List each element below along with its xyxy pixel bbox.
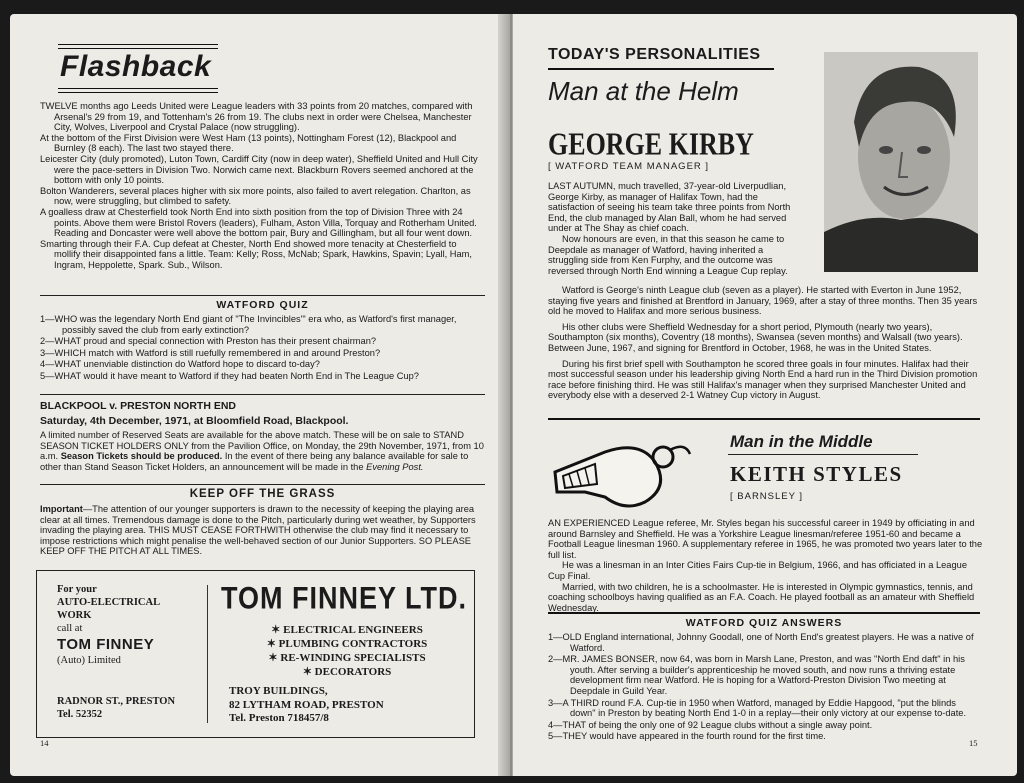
fixture-emphasis: Season Tickets should be produced. (60, 451, 223, 462)
watford-quiz-heading: WATFORD QUIZ (216, 299, 309, 311)
flashback-paragraph: Leicester City (duly promoted), Luton Town, Cardiff City (now in deep water), Sheffield United and Hull City were the pace-setters in Division Two. Norwich came next. Blackburn Rovers seemed anchored at the bottom with only 10 points. (40, 153, 478, 186)
right-page (513, 14, 1017, 776)
helm-paragraph: His other clubs were Sheffield Wednesday for a short period, Plymouth (nearly two years), Southampton (six months), Coventry (18 months), Swansea (seven months) and Walsall (two years). Between June, 1967, and signing for Brentford in October, 1968, he was in the United States. (548, 321, 963, 353)
advert-service: ✶ DECORATORS (302, 666, 392, 678)
helm-title: Man at the Helm (548, 76, 739, 106)
helm-paragraph: LAST AUTUMN, much travelled, 37-year-old Liverpudlian, George Kirby, as manager of Halifax Town, had the satisfaction of seeing his team take three points from North End, the club managed by Alan Ball, whom he had served under at The Shay as chief coach. (548, 181, 791, 234)
advert-divider (207, 585, 208, 723)
flashback-title: Flashback (60, 50, 212, 83)
tom-finney-advert (36, 570, 475, 738)
answers-heading: WATFORD QUIZ ANSWERS (685, 617, 843, 629)
fixture-date: Saturday, 4th December, 1971, at Bloomfield Road, Blackpool. (40, 415, 349, 427)
middle-role: [ BARNSLEY ] (730, 491, 804, 502)
quiz-answer: 2—MR. JAMES BONSER, now 64, was born in Marsh Lane, Preston, and was "North End daft" in his youth. After serving a builder's apprenticeship he moved south, and now runs a thriving estate development firm near Watford. He is hoping for a Watford-Preston Division Two meeting at Deepdale in Guild Year. (548, 654, 965, 696)
section-rule (548, 68, 774, 70)
quiz-answer: 3—A THIRD round F.A. Cup-tie in 1950 when Watford, managed by Eddie Hapgood, "put the blinds down" in Preston by beating North End 1-0 in a replay—their only victory at our expense to-date. (548, 697, 967, 719)
flashback-paragraph: At the bottom of the First Division were West Ham (13 points), Nottingham Forest (12), Blackpool and Burnley (8 each). The last two stayed there. (40, 132, 457, 154)
quiz-question: 1—WHO was the legendary North End giant of "The Invincibles'" era who, as Watford's first manager, possibly saved the club from early extinction? (40, 314, 457, 335)
middle-paragraph: Married, with two children, he is a schoolmaster. He is interested in Olympic gymnastics, tennis, and coaching schoolboys having qualified as an F.A. Coach. He played football as an amateur with Sheffield Wednesday. (548, 581, 975, 613)
advert-right-address (229, 685, 384, 726)
divider (40, 295, 485, 296)
flashback-paragraph: Smarting through their F.A. Cup defeat at Chester, North End showed more tenacity at Chesterfield to mollify their disappointed fans a little. Team: Kelly; Ross, McNab; Spark, Hawkins, Spavin; Lyall, Ham, Ingram, Heppolette, Spark. Sub., Wilson. (40, 238, 473, 270)
quiz-question: 2—WHAT proud and special connection with Preston has their present chairman? (40, 336, 377, 347)
flashback-paragraph: TWELVE months ago Leeds United were League leaders with 33 points from 20 matches, compared with Arsenal's 29 from 19, and Tottenham's 26 from 19. The clubs next in order were Chelsea, Manchester City, Wolves, Liverpool and Crystal Palace (now struggling). (40, 101, 473, 133)
middle-title-rule (728, 454, 918, 455)
george-kirby-photo (824, 52, 978, 272)
grass-notice (40, 504, 485, 557)
advert-for-your: For your (57, 584, 97, 595)
left-page (10, 14, 510, 776)
helm-paragraph: Now honours are even, in that this season he came to Deepdale as manager of Watford, having inherited a struggling side from Ken Furphy, and the outcome was reversed through North End winning a League Cup replay. (548, 233, 788, 276)
section-title: TODAY'S PERSONALITIES (548, 46, 761, 63)
advert-address-block (57, 695, 175, 721)
quiz-list (40, 314, 485, 383)
section-divider (548, 418, 980, 420)
advert-service-line: WORK (57, 610, 92, 621)
advert-building: TROY BUILDINGS, (229, 685, 328, 697)
whistle-icon (545, 432, 695, 517)
quiz-answer: 4—THAT of being the only one of 92 League clubs without a single away point. (548, 719, 873, 730)
answers-divider (548, 612, 980, 614)
advert-name: TOM FINNEY (57, 636, 155, 653)
quiz-answer: 5—THEY would have appeared in the fourth round for the first time. (548, 731, 826, 742)
page-number: 14 (40, 738, 49, 748)
portrait-image (824, 52, 978, 272)
fixture-text: In the event of there being any balance available for sale to other than Stand Season Ticket Holders, an announcement will be made in the (40, 451, 469, 472)
advert-service: ✶ RE-WINDING SPECIALISTS (268, 652, 426, 664)
advert-tel2: Tel. Preston 718457/8 (229, 712, 329, 724)
quiz-question: 5—WHAT would it have meant to Watford if they had beaten North End in The League Cup? (40, 370, 419, 381)
middle-name: KEITH STYLES (730, 462, 903, 486)
important-label: Important (40, 504, 83, 514)
advert-call-at: call at (57, 623, 83, 634)
fixture-text: A limited number of Reserved Seats are available for the above match. These will be on sale to STAND SEASON TICKET HOLDERS ONLY from the Pavilion Office, on Monday, the 29th November, 1971, from 10 a.m. (40, 430, 484, 462)
advert-service: ✶ PLUMBING CONTRACTORS (266, 638, 428, 650)
fixture-notice (40, 430, 485, 472)
advert-service-line: AUTO-ELECTRICAL (57, 597, 161, 608)
title-rule-top (58, 44, 218, 49)
middle-paragraph: He was a linesman in an Inter Cities Fairs Cup-tie in Belgium, 1966, and has officiated in a League Cup Final. (548, 560, 967, 581)
helm-name: GEORGE KIRBY (548, 127, 754, 162)
fixture-title: BLACKPOOL v. PRESTON NORTH END (40, 400, 237, 412)
advert-road: 82 LYTHAM ROAD, PRESTON (229, 698, 384, 711)
quiz-question: 3—WHICH match with Watford is still ruefully remembered in and around Preston? (40, 347, 381, 358)
advert-left-block (57, 583, 160, 667)
advert-services (227, 623, 467, 679)
divider (40, 394, 485, 395)
divider (40, 484, 485, 485)
flashback-paragraph: A goalless draw at Chesterfield took North End into sixth position from the top of Division Three with 24 points. Above them were Bristol Rovers (leaders), Fulham, Aston Villa, Torquay and Rotherham United. Reading and Doncaster were well above the bottom pair, Bury and Gillingham, but all four went down. (40, 206, 477, 239)
advert-address: RADNOR ST., PRESTON (57, 696, 176, 707)
advert-company: TOM FINNEY LTD. (221, 580, 468, 616)
quiz-question: 4—WHAT unenviable distinction do Watford hope to discard to-day? (40, 359, 320, 370)
helm-role: [ WATFORD TEAM MANAGER ] (548, 161, 710, 172)
advert-limited: (Auto) Limited (57, 655, 121, 666)
helm-paragraph: Watford is George's ninth League club (seven as a player). He started with Everton in June 1952, staying five years and finished at Brentford in January, 1969, after a stay of three months. Then 35 years old he moved to Halifax and more serious business. (548, 285, 978, 317)
helm-intro (548, 181, 803, 276)
helm-body (548, 285, 983, 401)
keep-off-grass-heading: KEEP OFF THE GRASS (189, 488, 336, 500)
advert-service: ✶ ELECTRICAL ENGINEERS (271, 624, 423, 636)
helm-paragraph: During his first brief spell with Southampton he scored three goals in four minutes. Halifax had their most successful season under his leadership giving North End a hard run in the Third Division promotion race before finishing third. He was still Halifax's manager when they surprised Manchester United and everybody else with a deserved 2-1 Watney Cup victory in August. (548, 358, 978, 401)
title-rule-bottom (58, 88, 218, 93)
answers-list (548, 632, 983, 743)
evening-post: Evening Post. (366, 461, 424, 472)
advert-tel: Tel. 52352 (57, 709, 103, 720)
middle-body (548, 518, 983, 613)
middle-paragraph: AN EXPERIENCED League referee, Mr. Styles began his successful career in 1949 by officiating in and around Barnsley and Sheffield. He was a Yorkshire League linesman/referee 1951-60 and became a Football League linesman 1960. A supplementary referee in 1965, he was promoted two years later to the full list. (548, 518, 983, 560)
page-number: 15 (969, 738, 978, 748)
middle-title: Man in the Middle (730, 432, 873, 451)
flashback-paragraph: Bolton Wanderers, several places higher with six more points, also failed to avert relegation. Charlton, as now, were struggling, but climbed to safety. (40, 185, 471, 207)
grass-text: —The attention of our younger supporters is drawn to the necessity of keeping the playing area clear at all times. Tremendous damage is done to the Pitch, particularly during wet weather, by Supporters invading the playing area. THIS MUST CEASE FORTHWITH otherwise the club may find it necessary to impose restrictions which might penalise the well-behaved section of our Junior Supporters. SO PLEASE KEEP OFF THE PITCH AT ALL TIMES. (40, 504, 476, 557)
quiz-answer: 1—OLD England international, Johnny Goodall, one of North End's greatest players. He was a native of Watford. (548, 632, 974, 653)
flashback-body (40, 101, 485, 271)
